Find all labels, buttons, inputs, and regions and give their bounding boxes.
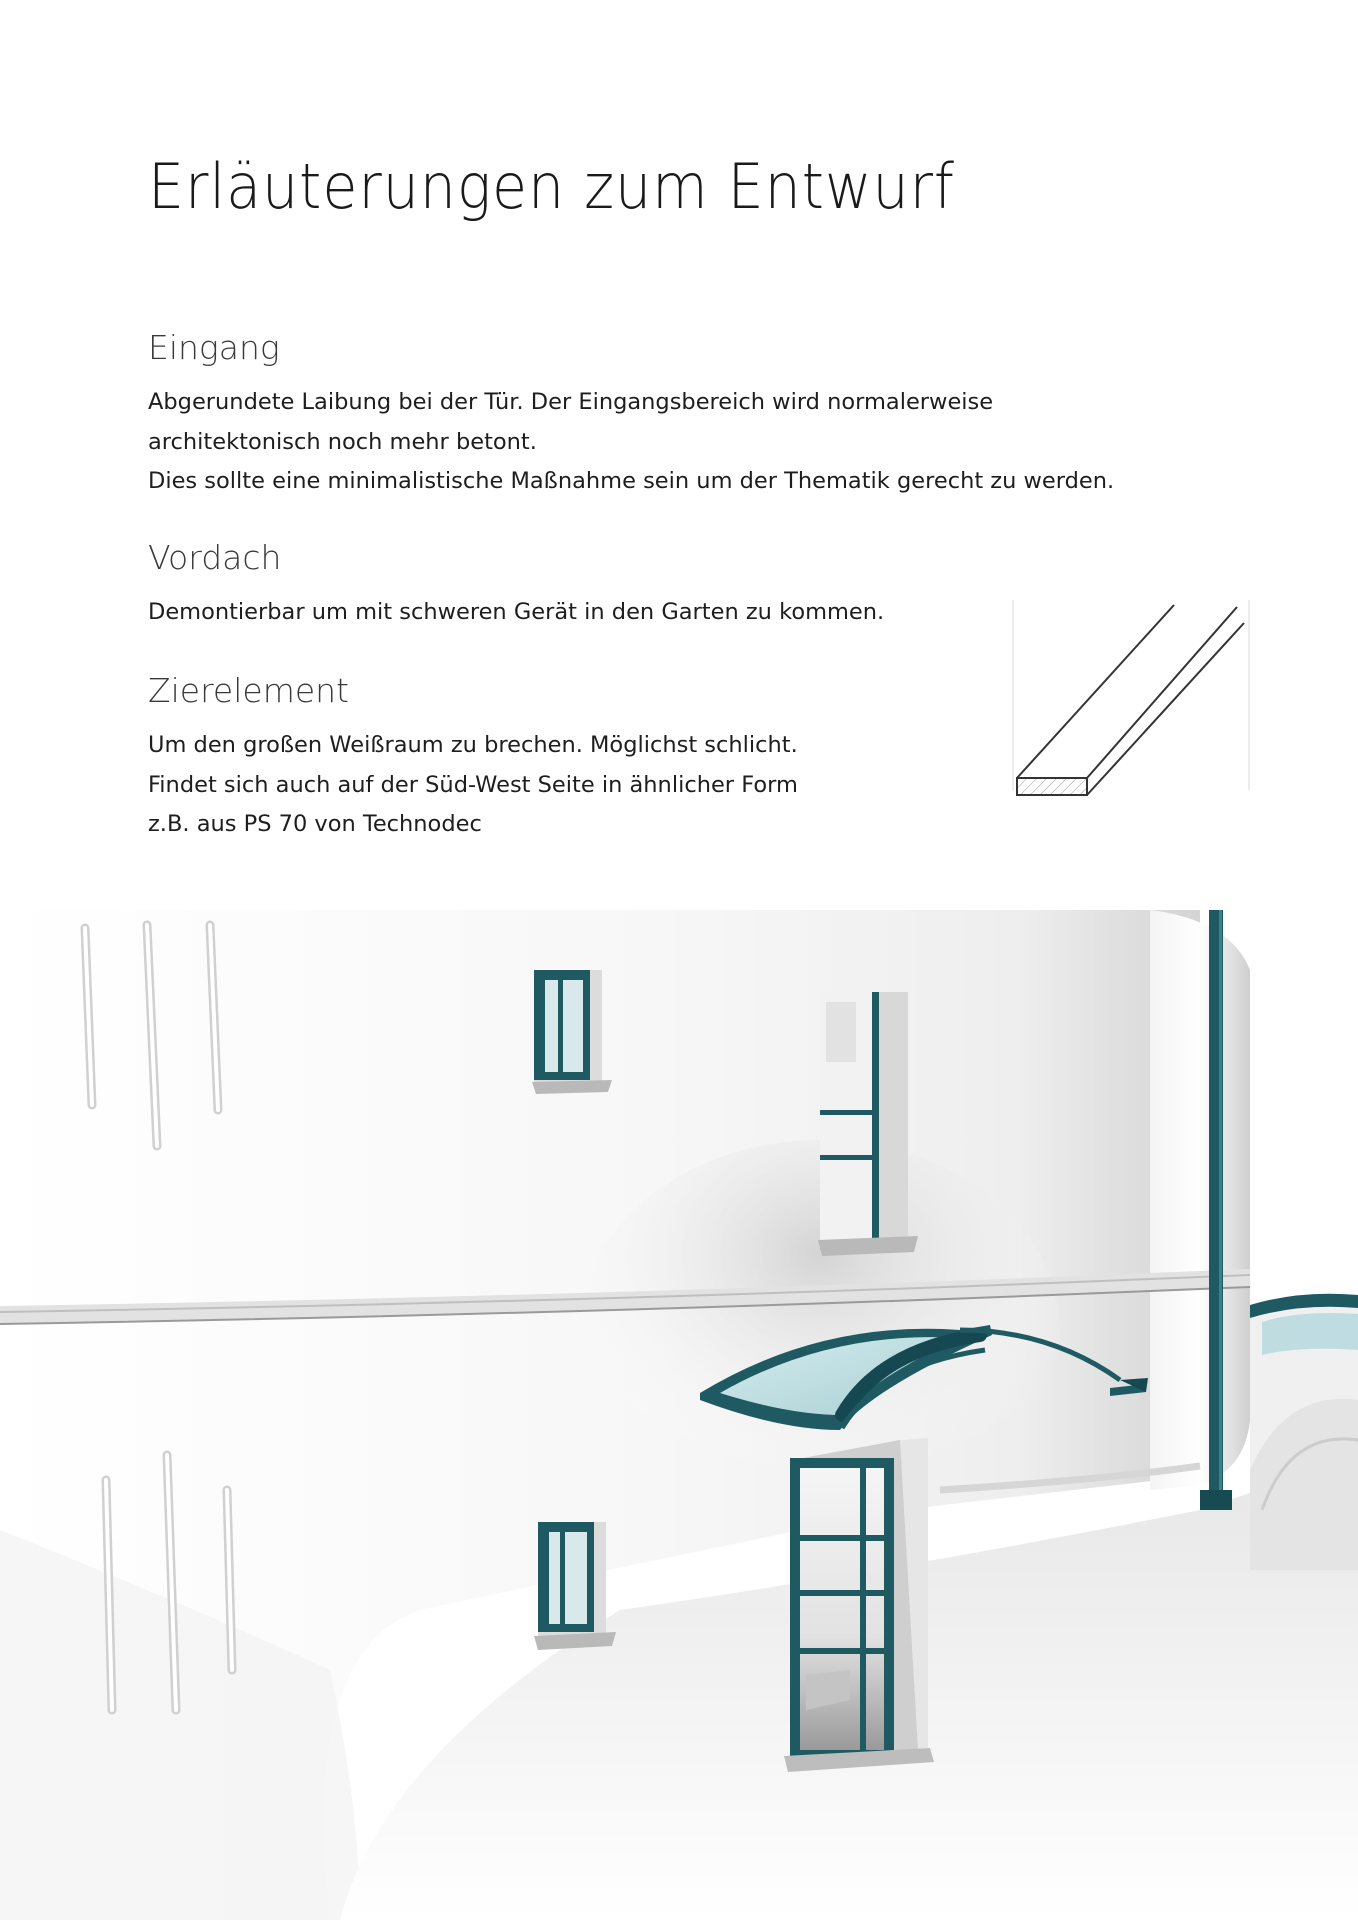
section-text-vordach: [148, 593, 884, 633]
section-text-eingang: [148, 383, 1114, 502]
text-line: Demontierbar um mit schweren Gerät in den Garten zu kommen.: [148, 599, 885, 625]
facade-rendering: [0, 910, 1358, 1920]
text-line: Findet sich auch auf der Süd-West Seite in ähnlicher Form: [148, 771, 798, 798]
text-line: architektonisch noch mehr betont.: [148, 428, 537, 455]
window-upper-left: [532, 970, 612, 1094]
profile-sketch-illustration: [1012, 595, 1252, 810]
text-line: Um den großen Weißraum zu brechen. Möglichst schlicht.: [148, 732, 798, 758]
text-line: Dies sollte eine minimalistische Maßnahme sein um der Thematik gerecht zu werden.: [148, 468, 1115, 494]
text-line: Abgerundete Laibung bei der Tür. Der Eingangsbereich wird normalerweise: [148, 389, 994, 415]
entrance-door: [784, 1438, 934, 1772]
window-lower-left: [534, 1522, 616, 1650]
section-heading-eingang: Eingang: [148, 328, 280, 367]
section-heading-zierelement: Zierelement: [148, 671, 349, 710]
section-heading-vordach: Vordach: [148, 538, 282, 577]
section-text-zierelement: [148, 726, 798, 845]
page-title: Erläuterungen zum Entwurf: [148, 150, 955, 223]
text-line: z.B. aus PS 70 von Technodec: [148, 811, 482, 837]
window-upper-right: [818, 992, 918, 1256]
